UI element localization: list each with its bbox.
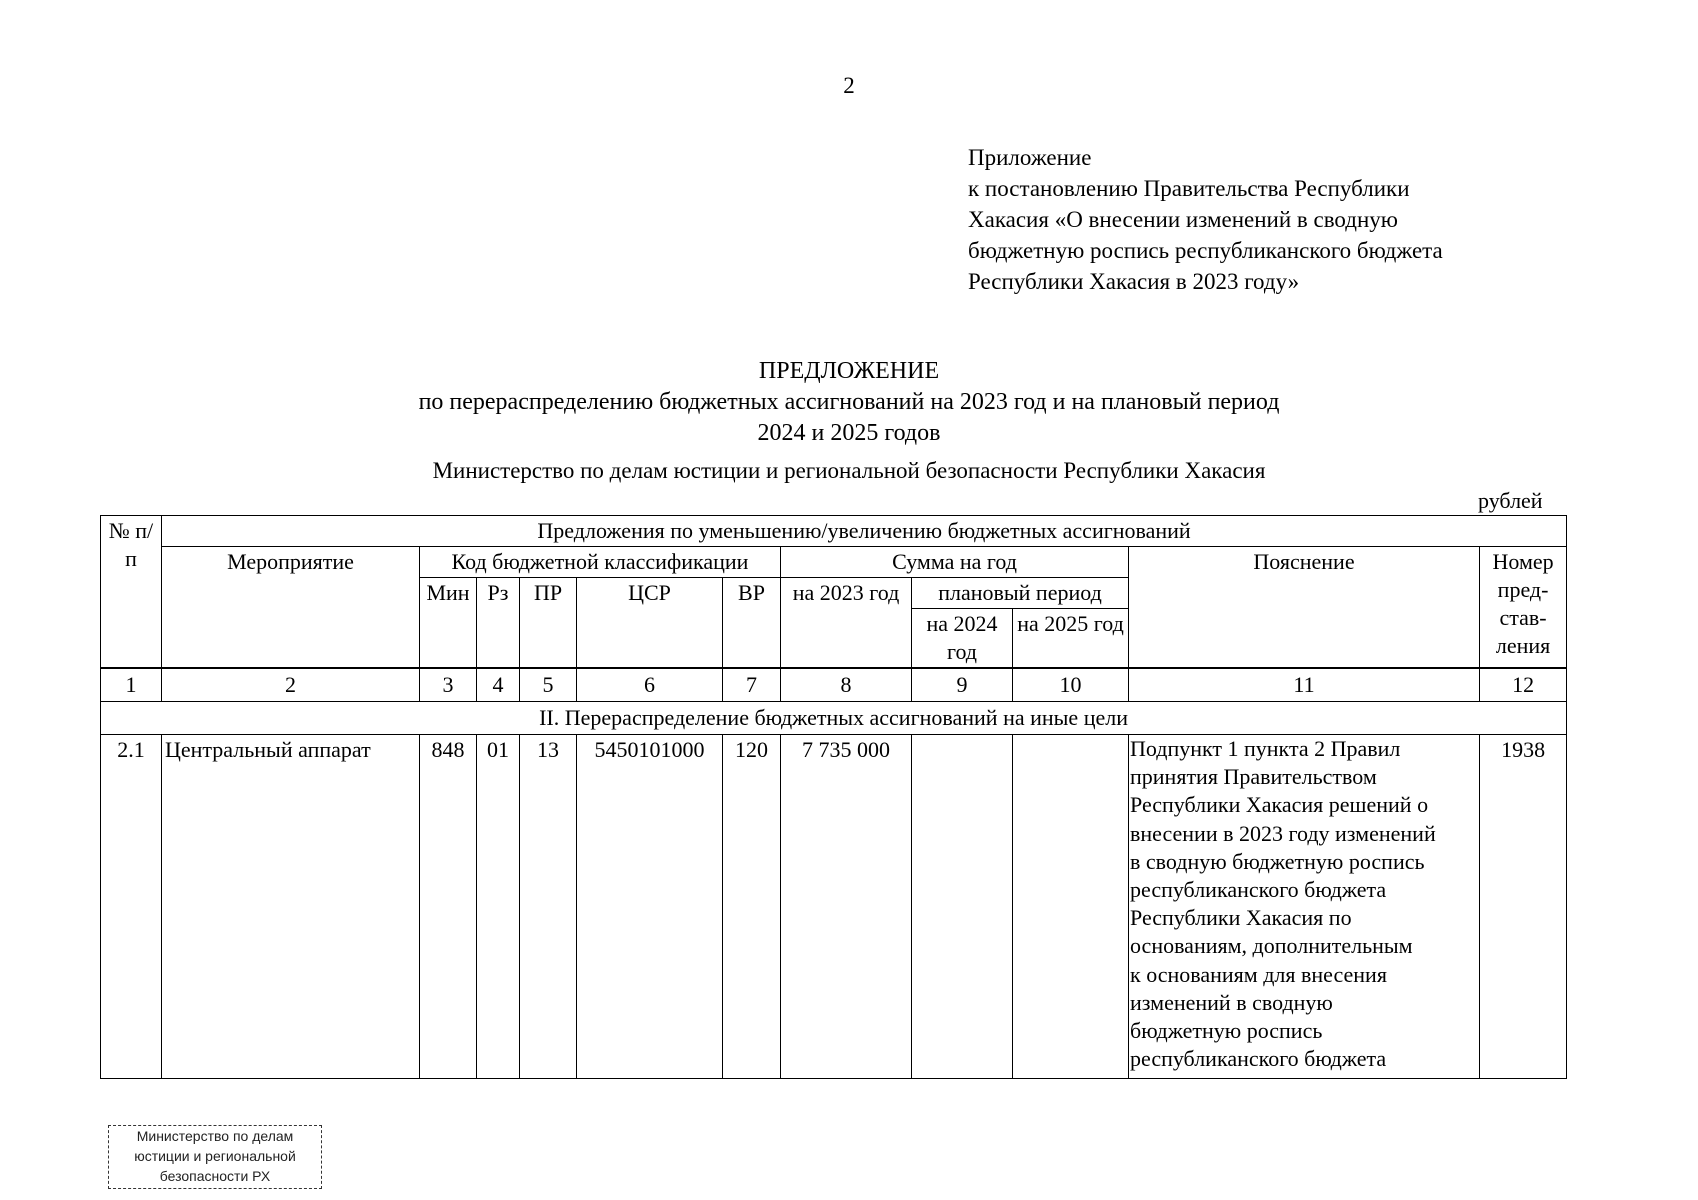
explanation-line: Республики Хакасия решений о — [1130, 792, 1429, 818]
header-rz: Рз — [477, 578, 520, 669]
explanation-line: Подпункт 1 пункта 2 Правил — [1130, 736, 1401, 761]
column-number: 3 — [420, 668, 477, 702]
header-pr: ПР — [520, 578, 577, 669]
cell-rz: 01 — [477, 735, 520, 1079]
stamp-line: безопасности РХ — [159, 1168, 271, 1184]
appendix-line: к постановлению Правительства Республики — [968, 176, 1410, 201]
column-number: 9 — [912, 668, 1013, 702]
explanation-line: Республики Хакасия по — [1130, 905, 1352, 931]
ministry-stamp — [108, 1125, 322, 1189]
title-line: по перераспределению бюджетных ассигнований на 2023 год и на плановый период — [418, 389, 1280, 415]
header-code: Код бюджетной классификации — [420, 547, 781, 578]
cell-2023: 7 735 000 — [781, 735, 912, 1079]
cell-2025 — [1013, 735, 1129, 1079]
header-row — [101, 516, 1567, 547]
explanation-line: бюджетную роспись — [1130, 1018, 1323, 1044]
appendix-line: Республики Хакасия в 2023 году» — [968, 269, 1300, 294]
cell-num: 2.1 — [101, 735, 162, 1079]
appendix-block — [968, 142, 1668, 297]
ministry-name: Министерство по делам юстиции и региональной безопасности Республики Хакасия — [432, 458, 1266, 483]
cell-rep-number: 1938 — [1480, 735, 1567, 1079]
header-csr: ЦСР — [577, 578, 723, 669]
column-number: 5 — [520, 668, 577, 702]
column-number: 11 — [1129, 668, 1480, 702]
appendix-line: Приложение — [968, 145, 1092, 170]
header-proposals: Предложения по уменьшению/увеличению бюджетных ассигнований — [162, 516, 1567, 547]
header-vr: ВР — [723, 578, 781, 669]
column-number: 8 — [781, 668, 912, 702]
explanation-line: принятия Правительством — [1130, 764, 1377, 790]
title-heading: ПРЕДЛОЖЕНИЕ — [758, 358, 940, 384]
appendix-line: Хакасия «О внесении изменений в сводную — [968, 207, 1398, 232]
stamp-line: Министерство по делам — [136, 1128, 294, 1144]
header-2025: на 2025 год — [1013, 609, 1129, 669]
cell-min: 848 — [420, 735, 477, 1079]
header-num: № п/п — [101, 516, 162, 669]
header-min: Мин — [420, 578, 477, 669]
header-row — [101, 547, 1567, 578]
column-number: 12 — [1480, 668, 1567, 702]
document-title — [0, 356, 1698, 449]
header-sum: Сумма на год — [781, 547, 1129, 578]
column-number: 4 — [477, 668, 520, 702]
column-number: 6 — [577, 668, 723, 702]
header-rep-number: Номер пред-став-ления — [1480, 547, 1567, 669]
budget-table — [100, 515, 1567, 1079]
appendix-line: бюджетную роспись республиканского бюджета — [968, 238, 1443, 263]
units-label: рублей — [1478, 488, 1543, 513]
stamp-line: юстиции и региональной — [134, 1148, 296, 1164]
header-plan-period: плановый период — [912, 578, 1129, 609]
explanation-line: к основаниям для внесения — [1130, 961, 1387, 987]
table-row — [101, 735, 1567, 1079]
header-2024: на 2024 год — [912, 609, 1013, 669]
explanation-line: республиканского бюджета — [1130, 1046, 1387, 1072]
explanation-line: республиканского бюджета — [1130, 877, 1387, 903]
cell-pr: 13 — [520, 735, 577, 1079]
header-event: Мероприятие — [162, 547, 420, 669]
explanation-line: изменений в сводную — [1130, 989, 1333, 1015]
cell-2024 — [912, 735, 1013, 1079]
column-number: 10 — [1013, 668, 1129, 702]
cell-explanation — [1129, 735, 1480, 1079]
cell-event: Центральный аппарат — [162, 735, 420, 1079]
column-number: 2 — [162, 668, 420, 702]
cell-csr: 5450101000 — [577, 735, 723, 1079]
header-explanation: Пояснение — [1129, 547, 1480, 669]
title-line: 2024 и 2025 годов — [757, 420, 941, 446]
explanation-line: основаниям, дополнительным — [1130, 933, 1413, 959]
section-row — [101, 702, 1567, 735]
section-title: II. Перераспределение бюджетных ассигнований на иные цели — [101, 702, 1567, 735]
cell-vr: 120 — [723, 735, 781, 1079]
explanation-line: в сводную бюджетную роспись — [1130, 848, 1425, 874]
header-2023: на 2023 год — [781, 578, 912, 669]
explanation-line: внесении в 2023 году изменений — [1130, 820, 1436, 846]
column-number-row — [101, 668, 1567, 702]
column-number: 1 — [101, 668, 162, 702]
column-number: 7 — [723, 668, 781, 702]
page-number: 2 — [843, 73, 855, 98]
